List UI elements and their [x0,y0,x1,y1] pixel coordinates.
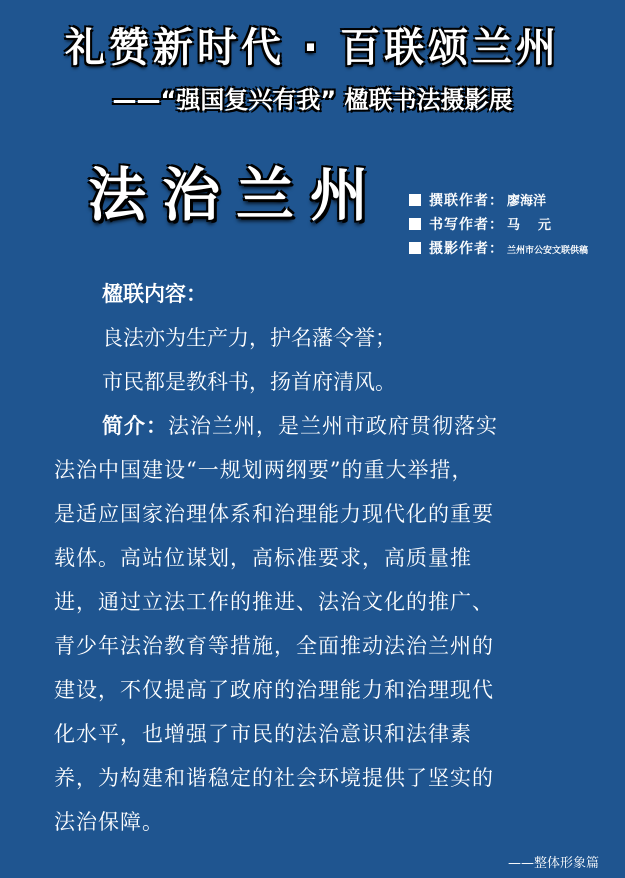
credit-colon: ： [489,217,503,233]
credit-photographer-value: 兰州市公安文联供稿 [507,246,589,256]
intro-line: 法治保障。 [54,810,164,834]
credit-photographer-row [409,238,588,262]
intro-line: 建设，不仅提高了政府的治理能力和治理现代 [54,678,494,702]
intro-line: 是适应国家治理体系和治理能力现代化的重要 [54,502,494,526]
credit-author-value: 廖海洋 [507,194,547,209]
piece-title: 法治兰州 [88,161,385,229]
credits-block [409,190,588,262]
square-bullet-icon [409,218,421,230]
intro-line [54,404,578,448]
intro-label: 简介： [102,414,168,438]
category-caption: ——整体形象篇 [507,856,599,871]
credit-colon: ： [489,241,503,257]
banner-subtitle: ——“强国复兴有我” 楹联书法摄影展 [112,86,513,114]
credit-calligrapher-value: 马元 [507,218,570,233]
credit-calligrapher-row [409,214,588,238]
couplet-line-1: 良法亦为生产力，护名藩令誉； [102,326,396,350]
square-bullet-icon [409,242,421,254]
credit-photographer-label: 摄影作者 [429,241,489,257]
intro-line: 法治中国建设“一规划两纲要”的重大举措， [54,458,474,482]
intro-line: 化水平，也增强了市民的法治意识和法律素 [54,722,472,746]
intro-text: 法治兰州，是兰州市政府贯彻落实 [168,414,498,438]
credit-author-row [409,190,588,214]
main-content [54,272,578,844]
credit-author-label: 撰联作者 [429,193,489,209]
banner-title: 礼赞新时代 · 百联颂兰州 [64,25,561,71]
credit-colon: ： [489,193,503,209]
square-bullet-icon [409,194,421,206]
intro-line: 进，通过立法工作的推进、法治文化的推广、 [54,590,494,614]
intro-line: 养，为构建和谐稳定的社会环境提供了坚实的 [54,766,494,790]
couplet-line-2: 市民都是教科书，扬首府清风。 [102,370,396,394]
intro-line: 青少年法治教育等措施，全面推动法治兰州的 [54,634,494,658]
intro-line: 载体。高站位谋划，高标准要求，高质量推 [54,546,472,570]
credit-calligrapher-label: 书写作者 [429,217,489,233]
couplet-heading: 楹联内容： [102,282,207,306]
